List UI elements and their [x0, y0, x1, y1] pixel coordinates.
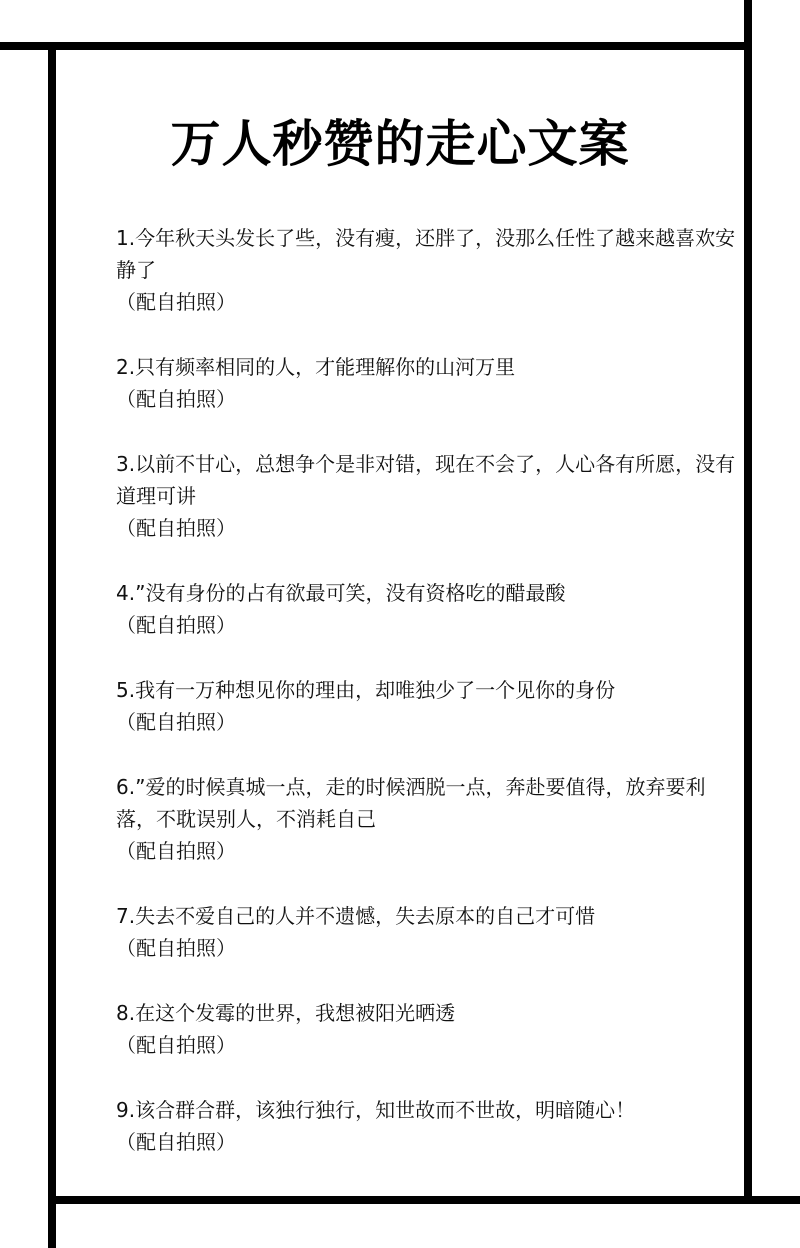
frame-line-bottom — [48, 1196, 800, 1204]
entry-text: 1.今年秋天头发长了些，没有瘦，还胖了，没那么任性了越来越喜欢安静了 — [116, 226, 736, 282]
entry-text: 5.我有一万种想见你的理由，却唯独少了一个见你的身份 — [116, 678, 616, 702]
page-title: 万人秒赞的走心文案 — [170, 115, 630, 173]
entry-note: （配自拍照） — [116, 839, 236, 863]
entry-text: 3.以前不甘心，总想争个是非对错，现在不会了，人心各有所愿，没有道理可讲 — [116, 452, 736, 508]
list-item — [116, 997, 736, 1061]
entry-note: （配自拍照） — [116, 613, 236, 637]
list-item — [116, 900, 736, 964]
list-item — [116, 771, 736, 867]
list-item — [116, 448, 736, 544]
frame-line-right — [744, 0, 752, 1204]
list-item — [116, 351, 736, 415]
entry-text: 6.”爱的时候真城一点，走的时候洒脱一点，奔赴要值得，放弃要利落，不耽误别人，不消耗自己 — [116, 775, 706, 831]
list-item — [116, 674, 736, 738]
entry-text: 7.失去不爱自己的人并不遗憾，失去原本的自己才可惜 — [116, 904, 596, 928]
entry-text: 8.在这个发霉的世界，我想被阳光晒透 — [116, 1001, 456, 1025]
entry-text: 2.只有频率相同的人，才能理解你的山河万里 — [116, 355, 516, 379]
entry-text: 9.该合群合群，该独行独行，知世故而不世故，明暗随心！ — [116, 1098, 636, 1122]
content-panel — [56, 50, 744, 1196]
entry-note: （配自拍照） — [116, 516, 236, 540]
entry-note: （配自拍照） — [116, 1130, 236, 1154]
entry-text: 4.”没有身份的占有欲最可笑，没有资格吃的醋最酸 — [116, 581, 566, 605]
entry-note: （配自拍照） — [116, 387, 236, 411]
entry-list — [116, 222, 736, 1191]
list-item — [116, 222, 736, 318]
frame-line-left — [48, 42, 56, 1248]
frame-line-top — [0, 42, 752, 50]
entry-note: （配自拍照） — [116, 290, 236, 314]
list-item — [116, 1094, 736, 1158]
entry-note: （配自拍照） — [116, 1033, 236, 1057]
entry-note: （配自拍照） — [116, 936, 236, 960]
entry-note: （配自拍照） — [116, 710, 236, 734]
list-item — [116, 577, 736, 641]
